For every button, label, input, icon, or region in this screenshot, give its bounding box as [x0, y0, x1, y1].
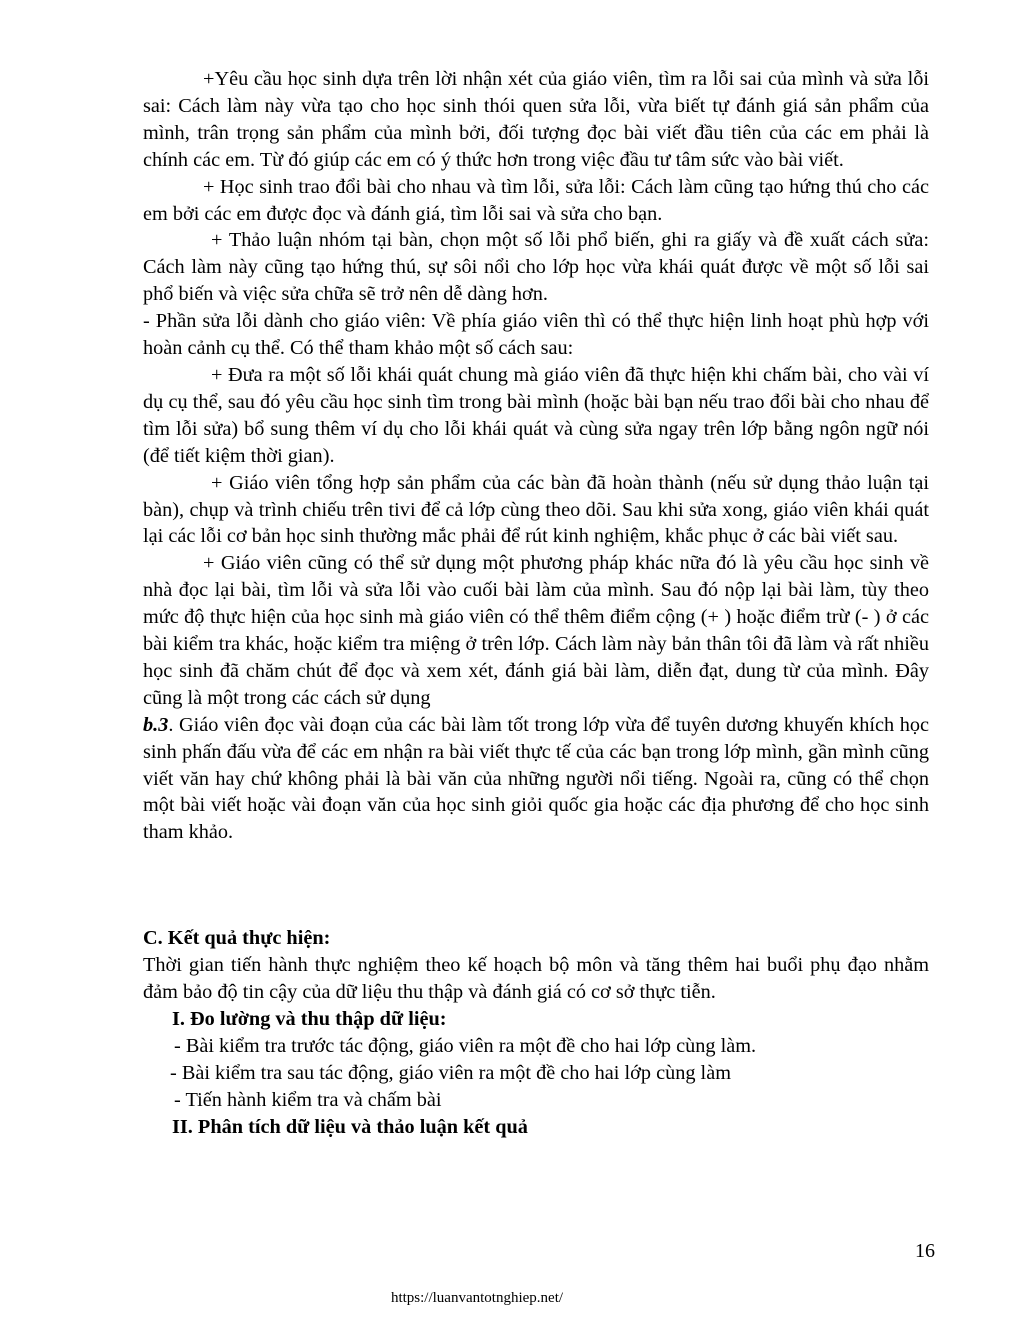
paragraph-teacher-correction: - Phần sửa lỗi dành cho giáo viên: Về phía giáo viên thì có thể thực hiện linh hoạt phù hợp với hoàn cảnh cụ thể. Có thể tham khảo một số cách sau:	[143, 310, 929, 360]
paragraph-homework-method: + Giáo viên cũng có thể sử dụng một phương pháp khác nữa đó là yêu cầu học sinh về nhà đọc lại bài, tìm lỗi và sửa lỗi vào cuối bài làm của mình. Sau đó nộp lại bài làm, tùy theo mức độ thực hiện của học sinh mà giáo viên có thể thêm điểm cộng (+ ) hoặc điểm trừ (- ) ở các bài kiểm tra khác, hoặc kiểm tra miệng ở trên lớp. Cách làm này bản thân tôi đã làm và rất nhiều học sinh đã chăm chút để đọc và xem xét, đánh giá bài làm, diễn đạt, dung từ của mình. Đây cũng là một trong các cách sử dụng	[143, 552, 929, 709]
paragraph-b3	[143, 712, 929, 847]
paragraph-b3-text: . Giáo viên đọc vài đoạn của các bài làm tốt trong lớp vừa để tuyên dương khuyến khích học sinh phấn đấu vừa để các em nhận ra bài viết thực tế của các bạn trong lớp mình, gần mình cũng viết văn hay chứ không phải là bài văn của những người nổi tiếng. Ngoài ra, cũng có thể chọn một bài viết hoặc vài đoạn văn của học sinh giỏi quốc gia hoặc các địa phương để cho học sinh tham khảo.	[143, 713, 929, 844]
section-c-intro: Thời gian tiến hành thực nghiệm theo kế hoạch bộ môn và tăng thêm hai buổi phụ đạo nhằm đảm bảo độ tin cậy của dữ liệu thu thập và đánh giá có cơ sở thực tiễn.	[143, 954, 929, 1004]
paragraph-student-self-correction: +Yêu cầu học sinh dựa trên lời nhận xét của giáo viên, tìm ra lỗi sai của mình và sửa lỗi sai: Cách làm này vừa tạo cho học sinh thói quen sửa lỗi, vừa biết tự đánh giá sản phẩm của mình, trân trọng sản phẩm của mình bởi, đối tượng đọc bài viết đầu tiên của các em phải là chính các em. Từ đó giúp các em có ý thức hơn trong việc đầu tư tâm sức vào bài viết.	[143, 68, 929, 171]
paragraph-peer-exchange: + Học sinh trao đổi bài cho nhau và tìm lỗi, sửa lỗi: Cách làm cũng tạo hứng thú cho các em bởi các em được đọc và đánh giá, tìm lỗi sai và sửa cho bạn.	[143, 175, 929, 225]
section-c-heading: C. Kết quả thực hiện:	[143, 927, 331, 950]
footer	[0, 1290, 1024, 1307]
footer-url[interactable]: https://luanvantotnghiep.net/	[390, 1290, 564, 1306]
page-number: 16	[915, 1240, 935, 1262]
paragraph-general-errors: + Đưa ra một số lỗi khái quát chung mà giáo viên đã thực hiện khi chấm bài, cho vài ví dụ cụ thể, sau đó yêu cầu học sinh tìm trong bài mình (hoặc bài bạn nếu trao đổi bài cho nhau để tìm lỗi sửa) bổ sung thêm ví dụ cho lỗi khái quát và cùng sửa ngay trên lớp bằng ngôn ngữ nói (để tiết kiệm thời gian).	[143, 363, 929, 467]
subsection-1-heading: I. Đo lường và thu thập dữ liệu:	[172, 1008, 447, 1030]
section-label-b3: b.3	[143, 713, 169, 736]
page-body	[143, 66, 929, 1141]
list-item: - Bài kiểm tra trước tác động, giáo viên ra một đề cho hai lớp cùng làm.	[174, 1034, 757, 1057]
paragraph-group-discussion: + Thảo luận nhóm tại bàn, chọn một số lỗi phổ biến, ghi ra giấy và đề xuất cách sửa: Cách làm này cũng tạo hứng thú, sự sôi nổi cho lớp học vừa khái quát được về một số lỗi sai phổ biến và việc sửa chữa sẽ trở nên dễ dàng hơn.	[143, 229, 929, 306]
section-spacer	[143, 846, 929, 925]
list-item: - Bài kiểm tra sau tác động, giáo viên ra một đề cho hai lớp cùng làm	[170, 1061, 731, 1084]
paragraph-teacher-summary: + Giáo viên tổng hợp sản phẩm của các bàn đã hoàn thành (nếu sử dụng thảo luận tại bàn), chụp và trình chiếu trên tivi để cả lớp cùng theo dõi. Sau khi sửa xong, giáo viên khái quát lại các lỗi cơ bản học sinh thường mắc phải để rút kinh nghiệm, khắc phục ở các bài viết sau.	[143, 471, 929, 548]
subsection-2-heading: II. Phân tích dữ liệu và thảo luận kết quả	[172, 1115, 528, 1138]
list-item: - Tiến hành kiểm tra và chấm bài	[174, 1088, 442, 1111]
